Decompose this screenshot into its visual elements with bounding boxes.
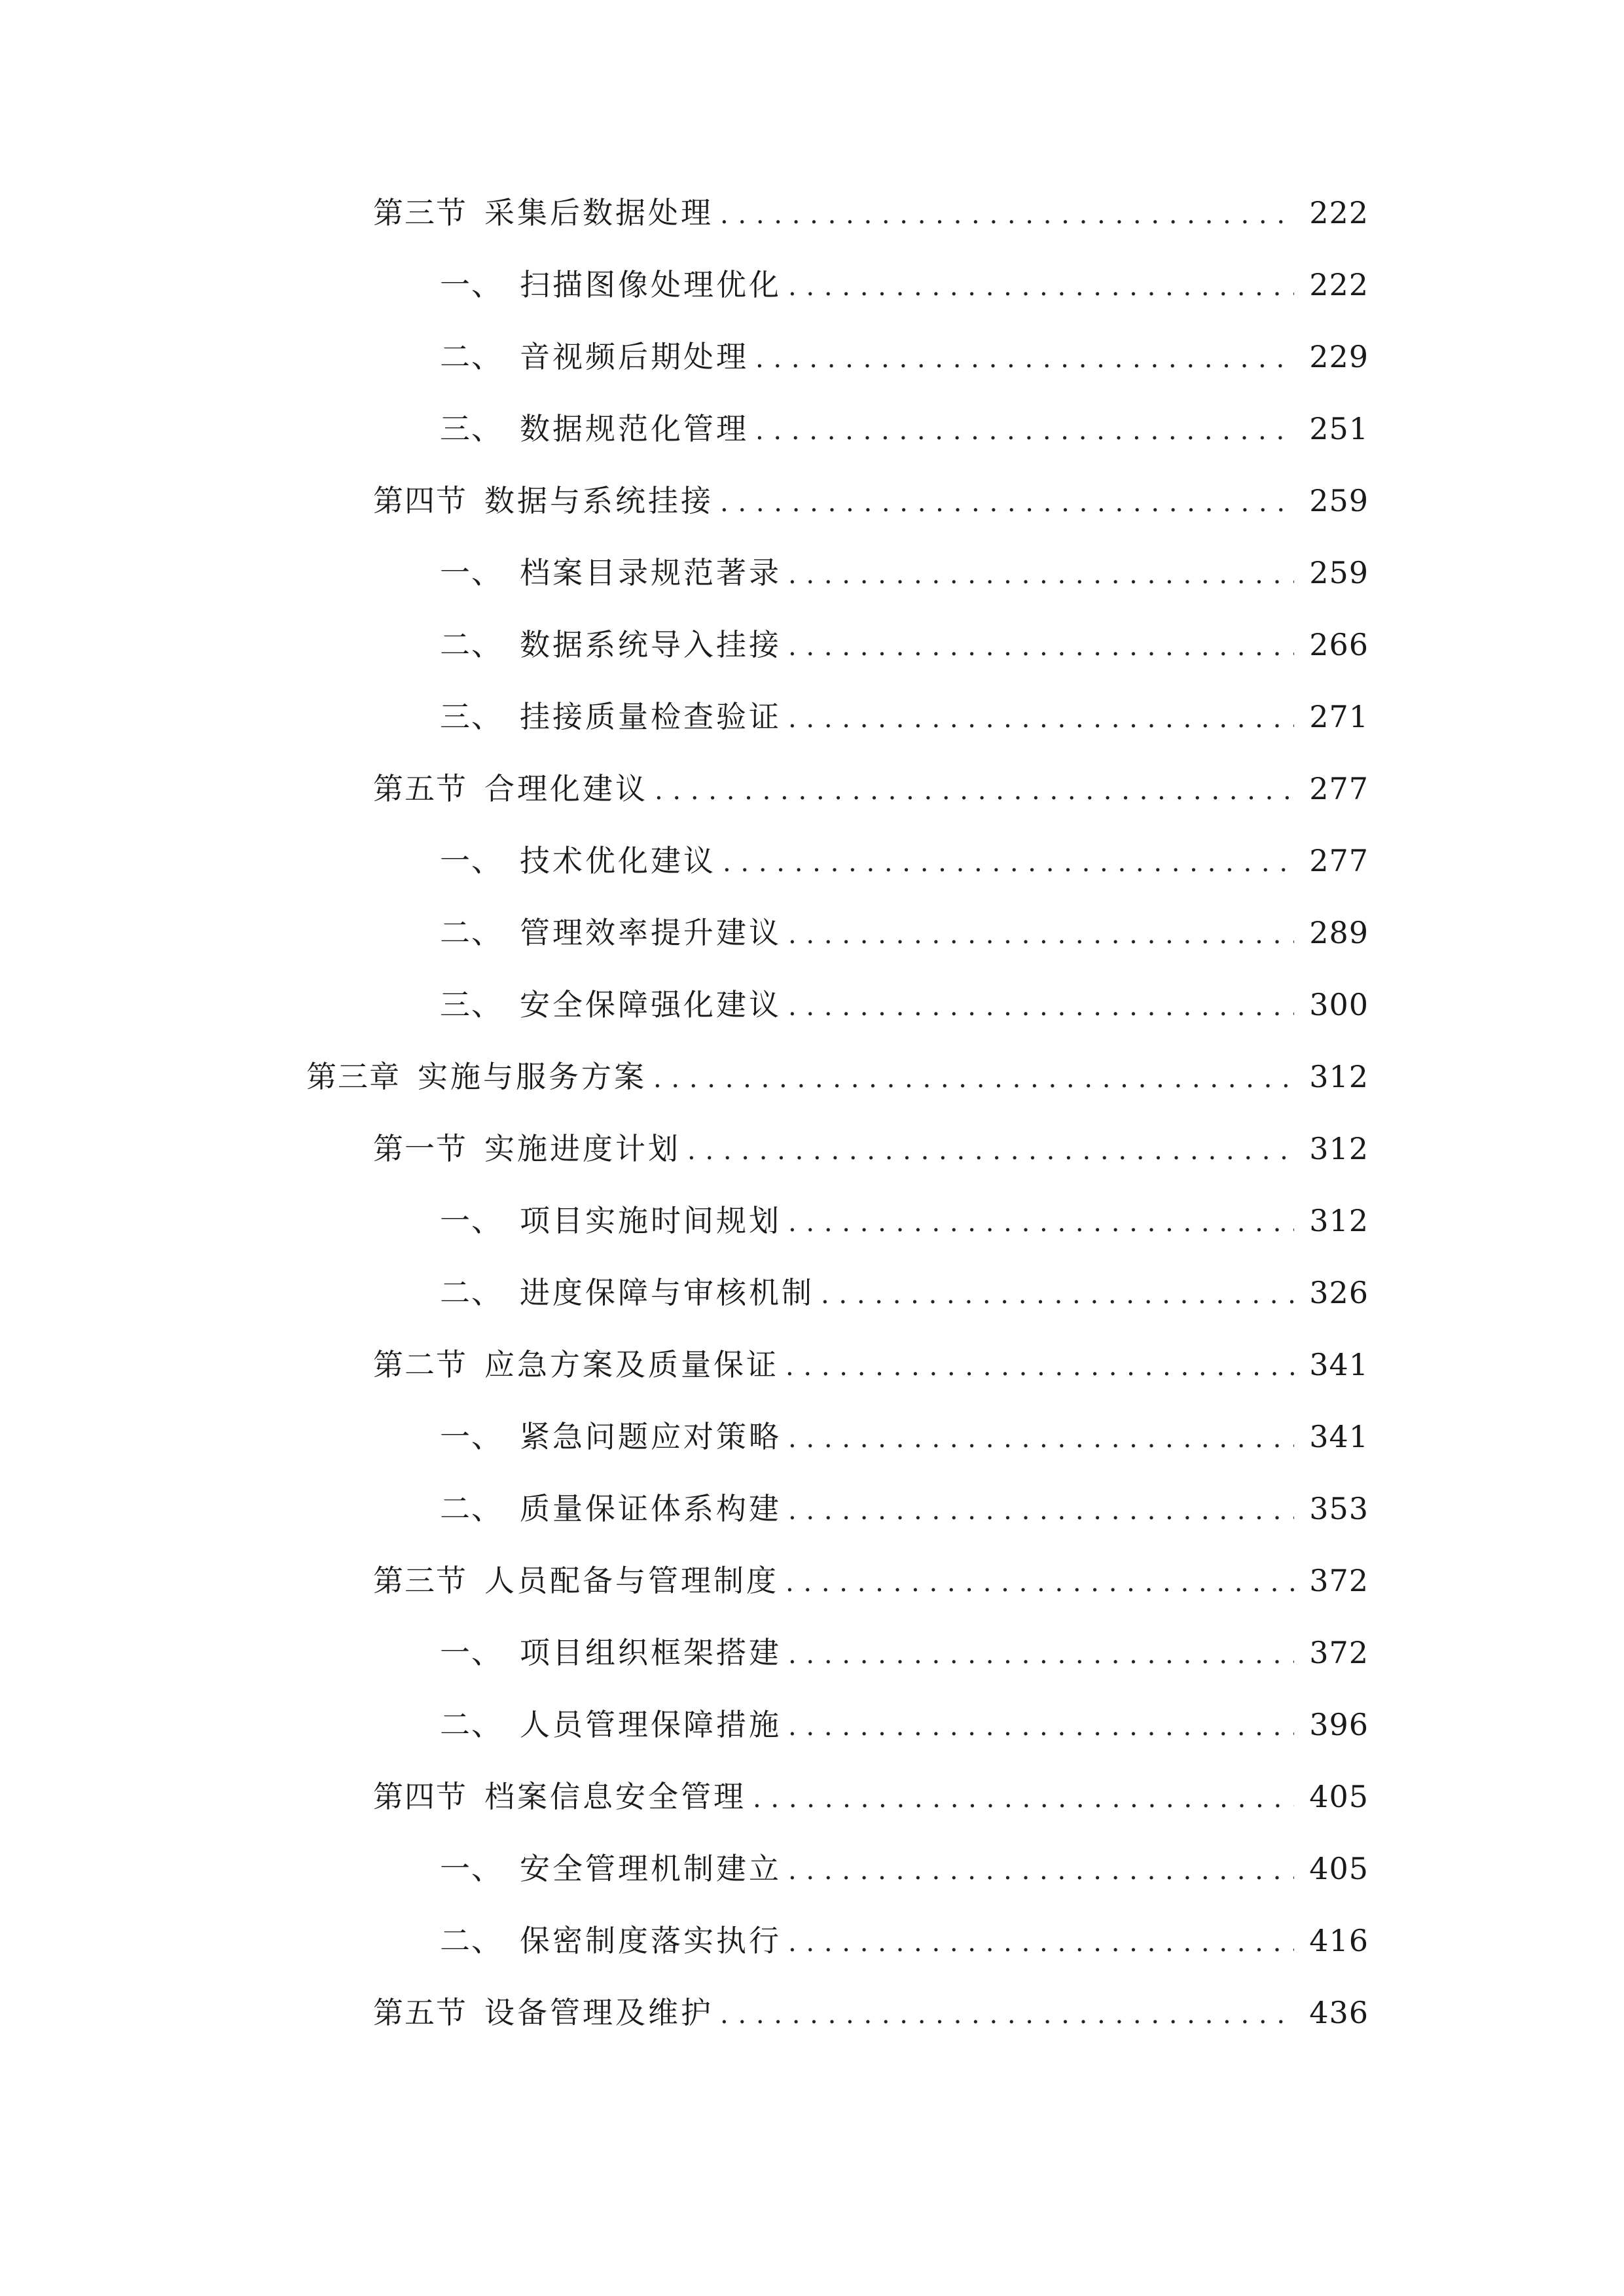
toc-entry[interactable] bbox=[440, 694, 1369, 740]
dot-leader bbox=[720, 192, 1294, 238]
dot-leader bbox=[788, 984, 1294, 1030]
toc-entry-prefix: 第三章 bbox=[306, 1059, 401, 1094]
toc-entry-title: 安全保障强化建议 bbox=[520, 987, 782, 1022]
toc-entry-page: 312 bbox=[1309, 1203, 1369, 1238]
toc-entry[interactable] bbox=[440, 262, 1369, 308]
toc-entry-prefix: 二、 bbox=[440, 1923, 503, 1958]
toc-entry[interactable] bbox=[440, 622, 1369, 668]
dot-leader bbox=[655, 768, 1294, 814]
toc-entry-title: 应急方案及质量保证 bbox=[484, 1347, 779, 1382]
toc-entry[interactable] bbox=[373, 1558, 1369, 1604]
dot-leader bbox=[788, 1416, 1294, 1462]
toc-entry[interactable] bbox=[440, 982, 1369, 1028]
toc-entry-prefix: 一、 bbox=[440, 843, 503, 878]
toc-entry-page: 271 bbox=[1309, 699, 1369, 734]
toc-entry-page: 341 bbox=[1309, 1419, 1369, 1454]
toc-entry-prefix: 二、 bbox=[440, 1491, 503, 1526]
toc-entry[interactable] bbox=[373, 1126, 1369, 1172]
toc-entry[interactable] bbox=[373, 1342, 1369, 1388]
toc-entry-title: 人员配备与管理制度 bbox=[484, 1563, 779, 1598]
toc-entry-title: 采集后数据处理 bbox=[484, 195, 713, 230]
toc-entry-prefix: 一、 bbox=[440, 1419, 503, 1454]
toc-entry-page: 372 bbox=[1309, 1563, 1369, 1598]
toc-entry-prefix: 一、 bbox=[440, 555, 503, 590]
dot-leader bbox=[720, 480, 1294, 526]
toc-entry-title: 安全管理机制建立 bbox=[520, 1851, 782, 1886]
toc-entry-title: 扫描图像处理优化 bbox=[520, 267, 782, 302]
toc-entry[interactable] bbox=[373, 478, 1369, 524]
toc-entry-prefix: 二、 bbox=[440, 915, 503, 950]
toc-entry[interactable] bbox=[440, 1846, 1369, 1892]
toc-entry-title: 数据与系统挂接 bbox=[484, 483, 713, 518]
toc-entry-prefix: 一、 bbox=[440, 1851, 503, 1886]
dot-leader bbox=[788, 1920, 1294, 1965]
dot-leader bbox=[788, 912, 1294, 958]
toc-entry-title: 设备管理及维护 bbox=[484, 1995, 713, 2030]
toc-entry[interactable] bbox=[306, 1054, 1369, 1100]
toc-entry-page: 251 bbox=[1309, 411, 1369, 446]
toc-entry-title: 项目实施时间规划 bbox=[520, 1203, 782, 1238]
toc-entry-page: 259 bbox=[1309, 483, 1369, 518]
toc-entry-page: 229 bbox=[1309, 339, 1369, 374]
toc-entry-page: 277 bbox=[1309, 771, 1369, 806]
toc-entry-page: 353 bbox=[1309, 1491, 1369, 1526]
toc-entry-prefix: 二、 bbox=[440, 1275, 503, 1310]
toc-entry[interactable] bbox=[373, 766, 1369, 812]
toc-entry-title: 实施进度计划 bbox=[484, 1131, 681, 1166]
toc-entry-prefix: 第二节 bbox=[373, 1347, 467, 1382]
toc-entry-prefix: 二、 bbox=[440, 1707, 503, 1742]
toc-entry-title: 进度保障与审核机制 bbox=[520, 1275, 814, 1310]
toc-entry-page: 436 bbox=[1309, 1995, 1369, 2030]
toc-entry-title: 合理化建议 bbox=[484, 771, 648, 806]
toc-entry-title: 实施与服务方案 bbox=[418, 1059, 647, 1094]
toc-entry-page: 259 bbox=[1309, 555, 1369, 590]
toc-entry-page: 416 bbox=[1309, 1923, 1369, 1958]
dot-leader bbox=[755, 408, 1294, 454]
dot-leader bbox=[785, 1560, 1294, 1605]
toc-entry[interactable] bbox=[440, 838, 1369, 884]
dot-leader bbox=[653, 1056, 1294, 1102]
toc-entry[interactable] bbox=[440, 1630, 1369, 1676]
toc-entry[interactable] bbox=[440, 910, 1369, 956]
toc-entry-page: 396 bbox=[1309, 1707, 1369, 1742]
toc-entry-prefix: 一、 bbox=[440, 1203, 503, 1238]
dot-leader bbox=[755, 336, 1294, 382]
toc-entry-title: 人员管理保障措施 bbox=[520, 1707, 782, 1742]
toc-entry[interactable] bbox=[440, 1486, 1369, 1532]
toc-entry-page: 405 bbox=[1309, 1851, 1369, 1886]
toc-entry[interactable] bbox=[440, 406, 1369, 452]
toc-entry-title: 项目组织框架搭建 bbox=[520, 1635, 782, 1670]
toc-entry[interactable] bbox=[373, 190, 1369, 236]
toc-entry-page: 341 bbox=[1309, 1347, 1369, 1382]
toc-entry-prefix: 三、 bbox=[440, 987, 503, 1022]
toc-entry-prefix: 第四节 bbox=[373, 483, 467, 518]
toc-entry[interactable] bbox=[440, 334, 1369, 380]
toc-entry-prefix: 第五节 bbox=[373, 1995, 467, 2030]
dot-leader bbox=[788, 1704, 1294, 1749]
dot-leader bbox=[821, 1272, 1294, 1318]
toc-entry-title: 档案目录规范著录 bbox=[520, 555, 782, 590]
toc-entry[interactable] bbox=[440, 1198, 1369, 1244]
toc-entry-prefix: 第四节 bbox=[373, 1779, 467, 1814]
toc-entry-page: 300 bbox=[1309, 987, 1369, 1022]
toc-entry-page: 326 bbox=[1309, 1275, 1369, 1310]
toc-entry-prefix: 二、 bbox=[440, 627, 503, 662]
toc-entry-prefix: 二、 bbox=[440, 339, 503, 374]
toc-entry[interactable] bbox=[373, 1990, 1369, 2036]
dot-leader bbox=[788, 1848, 1294, 1893]
toc-entry-title: 挂接质量检查验证 bbox=[520, 699, 782, 734]
toc-entry-title: 档案信息安全管理 bbox=[484, 1779, 746, 1814]
toc-entry[interactable] bbox=[440, 1414, 1369, 1460]
toc-entry-prefix: 三、 bbox=[440, 699, 503, 734]
dot-leader bbox=[788, 264, 1294, 310]
toc-entry[interactable] bbox=[440, 1702, 1369, 1748]
toc-entry-prefix: 三、 bbox=[440, 411, 503, 446]
dot-leader bbox=[785, 1344, 1294, 1390]
dot-leader bbox=[788, 552, 1294, 598]
toc-entry-page: 289 bbox=[1309, 915, 1369, 950]
toc-entry-title: 质量保证体系构建 bbox=[520, 1491, 782, 1526]
dot-leader bbox=[788, 1200, 1294, 1246]
toc-entry-title: 音视频后期处理 bbox=[520, 339, 749, 374]
toc-entry-title: 数据规范化管理 bbox=[520, 411, 749, 446]
toc-entry-page: 222 bbox=[1309, 267, 1369, 302]
toc-entry-page: 222 bbox=[1309, 195, 1369, 230]
toc-entry-prefix: 第五节 bbox=[373, 771, 467, 806]
toc-entry-page: 372 bbox=[1309, 1635, 1369, 1670]
dot-leader bbox=[788, 1488, 1294, 1534]
toc-entry-title: 保密制度落实执行 bbox=[520, 1923, 782, 1958]
toc-entry-title: 管理效率提升建议 bbox=[520, 915, 782, 950]
dot-leader bbox=[788, 1632, 1294, 1677]
toc-entry-page: 312 bbox=[1309, 1059, 1369, 1094]
toc-entry-title: 技术优化建议 bbox=[520, 843, 716, 878]
toc-entry-prefix: 第三节 bbox=[373, 195, 467, 230]
dot-leader bbox=[753, 1776, 1294, 1821]
toc-entry-page: 405 bbox=[1309, 1779, 1369, 1814]
toc-entry[interactable] bbox=[440, 1918, 1369, 1964]
toc-entry-prefix: 一、 bbox=[440, 1635, 503, 1670]
toc-entry-page: 266 bbox=[1309, 627, 1369, 662]
dot-leader bbox=[788, 696, 1294, 742]
toc-entry-title: 数据系统导入挂接 bbox=[520, 627, 782, 662]
dot-leader bbox=[723, 840, 1294, 886]
toc-entry-page: 312 bbox=[1309, 1131, 1369, 1166]
toc-entry[interactable] bbox=[373, 1774, 1369, 1820]
toc-entry[interactable] bbox=[440, 1270, 1369, 1316]
toc-entry-page: 277 bbox=[1309, 843, 1369, 878]
dot-leader bbox=[788, 624, 1294, 670]
dot-leader bbox=[687, 1128, 1294, 1174]
toc-entry[interactable] bbox=[440, 550, 1369, 596]
toc-entry-prefix: 第一节 bbox=[373, 1131, 467, 1166]
dot-leader bbox=[720, 1992, 1294, 2037]
toc-entry-prefix: 第三节 bbox=[373, 1563, 467, 1598]
toc-entry-title: 紧急问题应对策略 bbox=[520, 1419, 782, 1454]
toc-entry-prefix: 一、 bbox=[440, 267, 503, 302]
